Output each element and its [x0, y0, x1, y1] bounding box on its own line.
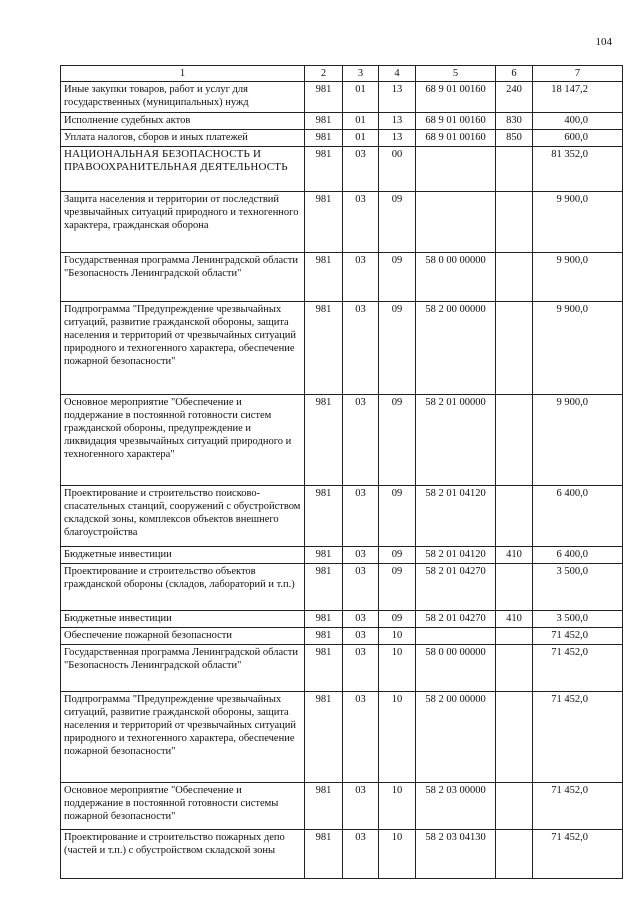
row-expense-type [496, 147, 533, 192]
row-expense-type: 850 [496, 130, 533, 147]
column-header: 5 [416, 66, 496, 82]
row-grbs: 981 [305, 253, 343, 302]
row-grbs: 981 [305, 564, 343, 611]
table-row [61, 395, 623, 486]
row-name: Обеспечение пожарной безопасности [61, 628, 305, 645]
row-target-article: 58 2 01 00000 [416, 395, 496, 486]
row-subsection: 13 [379, 113, 416, 130]
table-row [61, 130, 623, 147]
row-name: Основное мероприятие "Обеспечение и поддержание в постоянной готовности системы пожарной безопасности" [61, 783, 305, 830]
row-section: 03 [343, 783, 379, 830]
row-subsection: 09 [379, 395, 416, 486]
table-row [61, 692, 623, 783]
row-section: 01 [343, 82, 379, 113]
row-amount: 71 452,0 [533, 692, 623, 783]
row-subsection: 10 [379, 783, 416, 830]
row-name: Подпрограмма "Предупреждение чрезвычайных ситуаций, развитие гражданской обороны, защита населения и территорий от чрезвычайных ситуаций природного и техногенного характера, обеспечение пожарной безопасности" [61, 302, 305, 395]
row-name: Проектирование и строительство пожарных депо (частей и т.п.) с обустройством складской зоны [61, 830, 305, 879]
column-header: 4 [379, 66, 416, 82]
row-grbs: 981 [305, 302, 343, 395]
table-row [61, 147, 623, 192]
column-header: 7 [533, 66, 623, 82]
page-number: 104 [595, 36, 612, 48]
row-amount: 71 452,0 [533, 783, 623, 830]
row-target-article: 58 2 03 04130 [416, 830, 496, 879]
row-subsection: 09 [379, 611, 416, 628]
row-subsection: 09 [379, 302, 416, 395]
row-amount: 71 452,0 [533, 830, 623, 879]
row-name: Проектирование и строительство поисково-спасательных станций, сооружений с обустройством складской зоны, комплексов объектов внешнего благоустройства [61, 486, 305, 547]
row-target-article: 68 9 01 00160 [416, 113, 496, 130]
table-row [61, 192, 623, 253]
row-name: Бюджетные инвестиции [61, 547, 305, 564]
row-expense-type [496, 302, 533, 395]
row-section: 03 [343, 628, 379, 645]
row-expense-type: 410 [496, 547, 533, 564]
row-amount: 71 452,0 [533, 645, 623, 692]
budget-table [60, 65, 623, 879]
row-section: 03 [343, 830, 379, 879]
row-grbs: 981 [305, 192, 343, 253]
row-target-article [416, 192, 496, 253]
row-section: 03 [343, 564, 379, 611]
row-grbs: 981 [305, 783, 343, 830]
row-subsection: 09 [379, 564, 416, 611]
column-header: 2 [305, 66, 343, 82]
row-section: 03 [343, 692, 379, 783]
row-expense-type [496, 645, 533, 692]
row-name: Защита населения и территории от последствий чрезвычайных ситуаций природного и техногенного характера, гражданская оборона [61, 192, 305, 253]
row-section: 03 [343, 645, 379, 692]
row-grbs: 981 [305, 113, 343, 130]
table-row [61, 82, 623, 113]
row-section: 03 [343, 253, 379, 302]
row-section: 03 [343, 547, 379, 564]
table-row [61, 253, 623, 302]
row-target-article [416, 147, 496, 192]
row-target-article [416, 628, 496, 645]
row-amount: 6 400,0 [533, 486, 623, 547]
column-header: 6 [496, 66, 533, 82]
column-header: 3 [343, 66, 379, 82]
row-grbs: 981 [305, 395, 343, 486]
row-target-article: 58 0 00 00000 [416, 253, 496, 302]
table-row [61, 486, 623, 547]
row-amount: 9 900,0 [533, 192, 623, 253]
row-amount: 600,0 [533, 130, 623, 147]
row-expense-type [496, 564, 533, 611]
row-grbs: 981 [305, 486, 343, 547]
table-header-row [61, 66, 623, 82]
row-expense-type [496, 192, 533, 253]
row-name: Подпрограмма "Предупреждение чрезвычайных ситуаций, развитие гражданской обороны, защита населения и территорий от чрезвычайных ситуаций природного и техногенного характера, обеспечение пожарной безопасности" [61, 692, 305, 783]
row-amount: 3 500,0 [533, 611, 623, 628]
row-amount: 9 900,0 [533, 253, 623, 302]
row-subsection: 10 [379, 692, 416, 783]
row-expense-type [496, 486, 533, 547]
row-subsection: 10 [379, 830, 416, 879]
table-row [61, 302, 623, 395]
row-section: 01 [343, 113, 379, 130]
row-target-article: 68 9 01 00160 [416, 82, 496, 113]
row-amount: 9 900,0 [533, 395, 623, 486]
table-row [61, 830, 623, 879]
row-grbs: 981 [305, 628, 343, 645]
row-subsection: 13 [379, 82, 416, 113]
row-name: Основное мероприятие "Обеспечение и поддержание в постоянной готовности систем гражданской обороны, предупреждение и ликвидация чрезвычайных ситуаций природного и техногенного характера" [61, 395, 305, 486]
row-section: 01 [343, 130, 379, 147]
row-expense-type [496, 395, 533, 486]
table-row [61, 611, 623, 628]
row-amount: 18 147,2 [533, 82, 623, 113]
row-subsection: 09 [379, 486, 416, 547]
row-target-article: 58 2 01 04120 [416, 486, 496, 547]
row-subsection: 09 [379, 547, 416, 564]
row-target-article: 58 0 00 00000 [416, 645, 496, 692]
row-name: Бюджетные инвестиции [61, 611, 305, 628]
row-subsection: 13 [379, 130, 416, 147]
row-target-article: 58 2 00 00000 [416, 692, 496, 783]
row-expense-type [496, 783, 533, 830]
row-grbs: 981 [305, 130, 343, 147]
table-row [61, 645, 623, 692]
row-grbs: 981 [305, 830, 343, 879]
row-section: 03 [343, 147, 379, 192]
row-expense-type: 240 [496, 82, 533, 113]
row-name: Иные закупки товаров, работ и услуг для государственных (муниципальных) нужд [61, 82, 305, 113]
row-target-article: 58 2 01 04270 [416, 611, 496, 628]
row-grbs: 981 [305, 147, 343, 192]
row-subsection: 00 [379, 147, 416, 192]
row-section: 03 [343, 611, 379, 628]
table-row [61, 113, 623, 130]
table-row [61, 564, 623, 611]
row-expense-type [496, 628, 533, 645]
row-expense-type [496, 692, 533, 783]
row-target-article: 58 2 01 04120 [416, 547, 496, 564]
row-expense-type [496, 253, 533, 302]
row-name: Исполнение судебных актов [61, 113, 305, 130]
row-section: 03 [343, 486, 379, 547]
row-name: Государственная программа Ленинградской области "Безопасность Ленинградской области" [61, 645, 305, 692]
row-subsection: 10 [379, 628, 416, 645]
row-expense-type [496, 830, 533, 879]
row-grbs: 981 [305, 692, 343, 783]
row-amount: 81 352,0 [533, 147, 623, 192]
row-amount: 6 400,0 [533, 547, 623, 564]
row-amount: 9 900,0 [533, 302, 623, 395]
row-expense-type: 830 [496, 113, 533, 130]
row-expense-type: 410 [496, 611, 533, 628]
row-amount: 71 452,0 [533, 628, 623, 645]
row-amount: 400,0 [533, 113, 623, 130]
row-name: НАЦИОНАЛЬНАЯ БЕЗОПАСНОСТЬ И ПРАВООХРАНИТЕЛЬНАЯ ДЕЯТЕЛЬНОСТЬ [61, 147, 305, 192]
table-row [61, 628, 623, 645]
row-target-article: 58 2 00 00000 [416, 302, 496, 395]
row-section: 03 [343, 395, 379, 486]
row-section: 03 [343, 192, 379, 253]
table-body [61, 66, 623, 879]
row-name: Проектирование и строительство объектов гражданской обороны (складов, лабораторий и т.п.) [61, 564, 305, 611]
row-grbs: 981 [305, 645, 343, 692]
row-grbs: 981 [305, 547, 343, 564]
row-amount: 3 500,0 [533, 564, 623, 611]
row-subsection: 09 [379, 192, 416, 253]
row-grbs: 981 [305, 611, 343, 628]
row-subsection: 10 [379, 645, 416, 692]
row-grbs: 981 [305, 82, 343, 113]
row-target-article: 68 9 01 00160 [416, 130, 496, 147]
row-target-article: 58 2 01 04270 [416, 564, 496, 611]
row-subsection: 09 [379, 253, 416, 302]
table-row [61, 547, 623, 564]
table-row [61, 783, 623, 830]
row-name: Государственная программа Ленинградской области "Безопасность Ленинградской области" [61, 253, 305, 302]
row-section: 03 [343, 302, 379, 395]
row-name: Уплата налогов, сборов и иных платежей [61, 130, 305, 147]
row-target-article: 58 2 03 00000 [416, 783, 496, 830]
column-header: 1 [61, 66, 305, 82]
